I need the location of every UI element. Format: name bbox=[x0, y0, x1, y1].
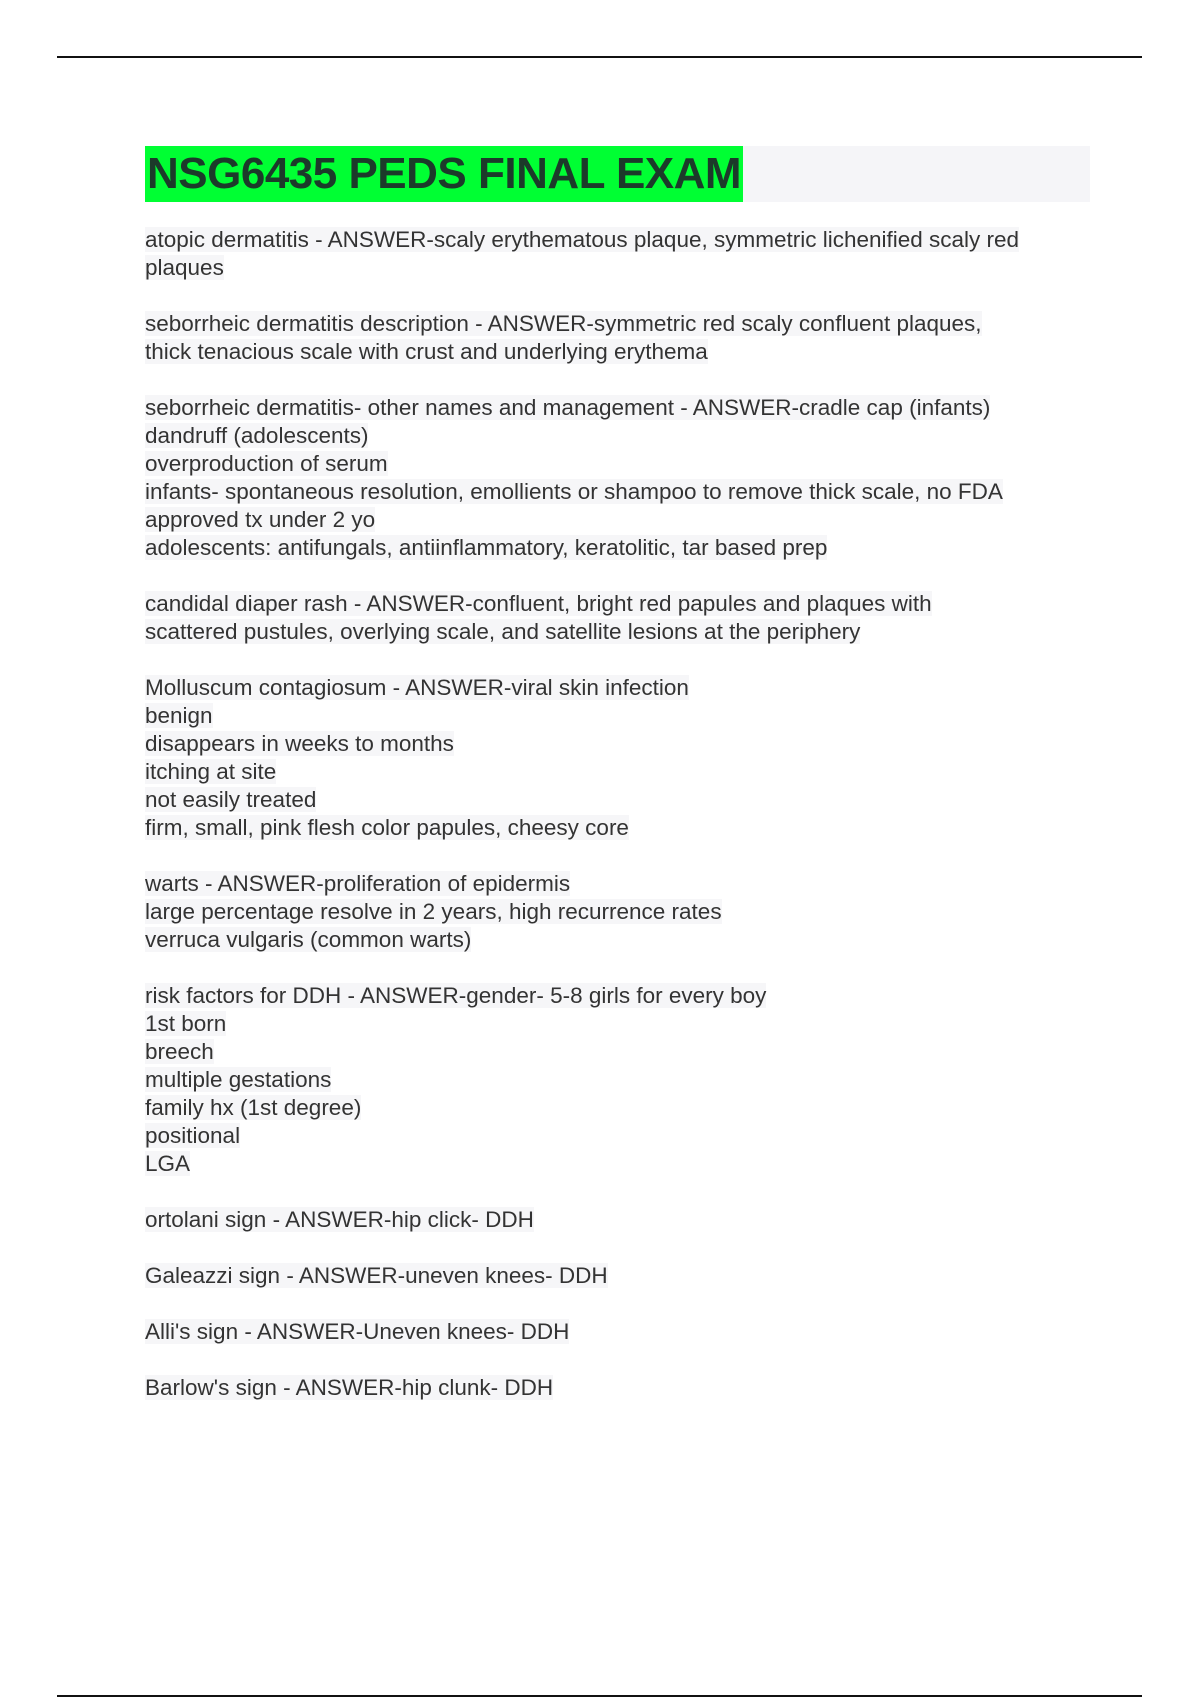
qa-entry-text: risk factors for DDH - ANSWER-gender- 5-8 girls for every boy bbox=[145, 983, 767, 1008]
qa-entry bbox=[145, 310, 1090, 366]
qa-entry-question-line bbox=[145, 870, 1090, 898]
qa-entry-answer-line bbox=[145, 338, 1090, 366]
qa-entry-answer-line bbox=[145, 702, 1090, 730]
qa-entry-text: Molluscum contagiosum - ANSWER-viral skin infection bbox=[145, 675, 689, 700]
qa-entry-answer-line bbox=[145, 730, 1090, 758]
qa-entry-text: positional bbox=[145, 1123, 241, 1148]
qa-entry-text: not easily treated bbox=[145, 787, 317, 812]
qa-entry bbox=[145, 870, 1090, 954]
qa-entry-answer-line bbox=[145, 478, 1090, 506]
qa-entry-answer-line bbox=[145, 786, 1090, 814]
qa-entry-text: disappears in weeks to months bbox=[145, 731, 454, 756]
qa-entry-text: atopic dermatitis - ANSWER-scaly erythematous plaque, symmetric lichenified scaly red bbox=[145, 227, 1020, 252]
qa-entry-question-line bbox=[145, 226, 1090, 254]
qa-entry-question-line bbox=[145, 1206, 1090, 1234]
qa-entry-question-line bbox=[145, 1318, 1090, 1346]
qa-entry-answer-line bbox=[145, 926, 1090, 954]
qa-entry-answer-line bbox=[145, 1122, 1090, 1150]
qa-entry-question-line bbox=[145, 1374, 1090, 1402]
qa-entry-text: Galeazzi sign - ANSWER-uneven knees- DDH bbox=[145, 1263, 608, 1288]
qa-entry bbox=[145, 1374, 1090, 1402]
qa-entry-text: scattered pustules, overlying scale, and satellite lesions at the periphery bbox=[145, 619, 861, 644]
qa-entry bbox=[145, 590, 1090, 646]
qa-entry-text: 1st born bbox=[145, 1011, 227, 1036]
qa-entry-text: thick tenacious scale with crust and underlying erythema bbox=[145, 339, 708, 364]
qa-entry-question-line bbox=[145, 1262, 1090, 1290]
qa-entry-text: Barlow's sign - ANSWER-hip clunk- DDH bbox=[145, 1375, 554, 1400]
qa-entry-question-line bbox=[145, 982, 1090, 1010]
qa-entry bbox=[145, 394, 1090, 562]
qa-entry-text: breech bbox=[145, 1039, 214, 1064]
qa-entry-answer-line bbox=[145, 1066, 1090, 1094]
qa-entry-text: itching at site bbox=[145, 759, 277, 784]
qa-entry-text: large percentage resolve in 2 years, high recurrence rates bbox=[145, 899, 722, 924]
qa-entry-text: LGA bbox=[145, 1151, 191, 1176]
qa-entry-answer-line bbox=[145, 814, 1090, 842]
qa-entry-text: Alli's sign - ANSWER-Uneven knees- DDH bbox=[145, 1319, 570, 1344]
bottom-rule bbox=[57, 1695, 1142, 1697]
qa-entry bbox=[145, 1318, 1090, 1346]
qa-entry-text: adolescents: antifungals, antiinflammatory, keratolitic, tar based prep bbox=[145, 535, 828, 560]
qa-entry-text: family hx (1st degree) bbox=[145, 1095, 362, 1120]
qa-entry-question-line bbox=[145, 394, 1090, 422]
qa-entry-answer-line bbox=[145, 534, 1090, 562]
document-title: NSG6435 PEDS FINAL EXAM bbox=[145, 146, 743, 202]
qa-entry-text: ortolani sign - ANSWER-hip click- DDH bbox=[145, 1207, 534, 1232]
qa-entry bbox=[145, 1262, 1090, 1290]
qa-entry-text: benign bbox=[145, 703, 213, 728]
qa-entries bbox=[145, 226, 1090, 1402]
qa-entry-answer-line bbox=[145, 450, 1090, 478]
qa-entry-text: approved tx under 2 yo bbox=[145, 507, 376, 532]
qa-entry-text: seborrheic dermatitis- other names and management - ANSWER-cradle cap (infants) bbox=[145, 395, 991, 420]
qa-entry-text: warts - ANSWER-proliferation of epidermis bbox=[145, 871, 571, 896]
qa-entry bbox=[145, 226, 1090, 282]
qa-entry-answer-line bbox=[145, 1010, 1090, 1038]
qa-entry-text: plaques bbox=[145, 255, 224, 280]
qa-entry-answer-line bbox=[145, 1094, 1090, 1122]
qa-entry-answer-line bbox=[145, 254, 1090, 282]
qa-entry-answer-line bbox=[145, 1038, 1090, 1066]
qa-entry-text: overproduction of serum bbox=[145, 451, 388, 476]
qa-entry-text: candidal diaper rash - ANSWER-confluent, bright red papules and plaques with bbox=[145, 591, 932, 616]
qa-entry-answer-line bbox=[145, 618, 1090, 646]
qa-entry-text: seborrheic dermatitis description - ANSWER-symmetric red scaly confluent plaques, bbox=[145, 311, 982, 336]
qa-entry bbox=[145, 674, 1090, 842]
qa-entry-answer-line bbox=[145, 506, 1090, 534]
qa-entry-answer-line bbox=[145, 898, 1090, 926]
qa-entry-question-line bbox=[145, 674, 1090, 702]
document-body bbox=[145, 146, 1090, 1430]
title-bar bbox=[145, 146, 1090, 202]
qa-entry bbox=[145, 1206, 1090, 1234]
qa-entry-text: multiple gestations bbox=[145, 1067, 332, 1092]
top-rule bbox=[57, 56, 1142, 58]
qa-entry-question-line bbox=[145, 310, 1090, 338]
qa-entry-question-line bbox=[145, 590, 1090, 618]
qa-entry-text: infants- spontaneous resolution, emollients or shampoo to remove thick scale, no FDA bbox=[145, 479, 1003, 504]
qa-entry-text: firm, small, pink flesh color papules, cheesy core bbox=[145, 815, 629, 840]
qa-entry-answer-line bbox=[145, 422, 1090, 450]
qa-entry bbox=[145, 982, 1090, 1178]
qa-entry-answer-line bbox=[145, 758, 1090, 786]
qa-entry-text: verruca vulgaris (common warts) bbox=[145, 927, 472, 952]
qa-entry-text: dandruff (adolescents) bbox=[145, 423, 369, 448]
qa-entry-answer-line bbox=[145, 1150, 1090, 1178]
